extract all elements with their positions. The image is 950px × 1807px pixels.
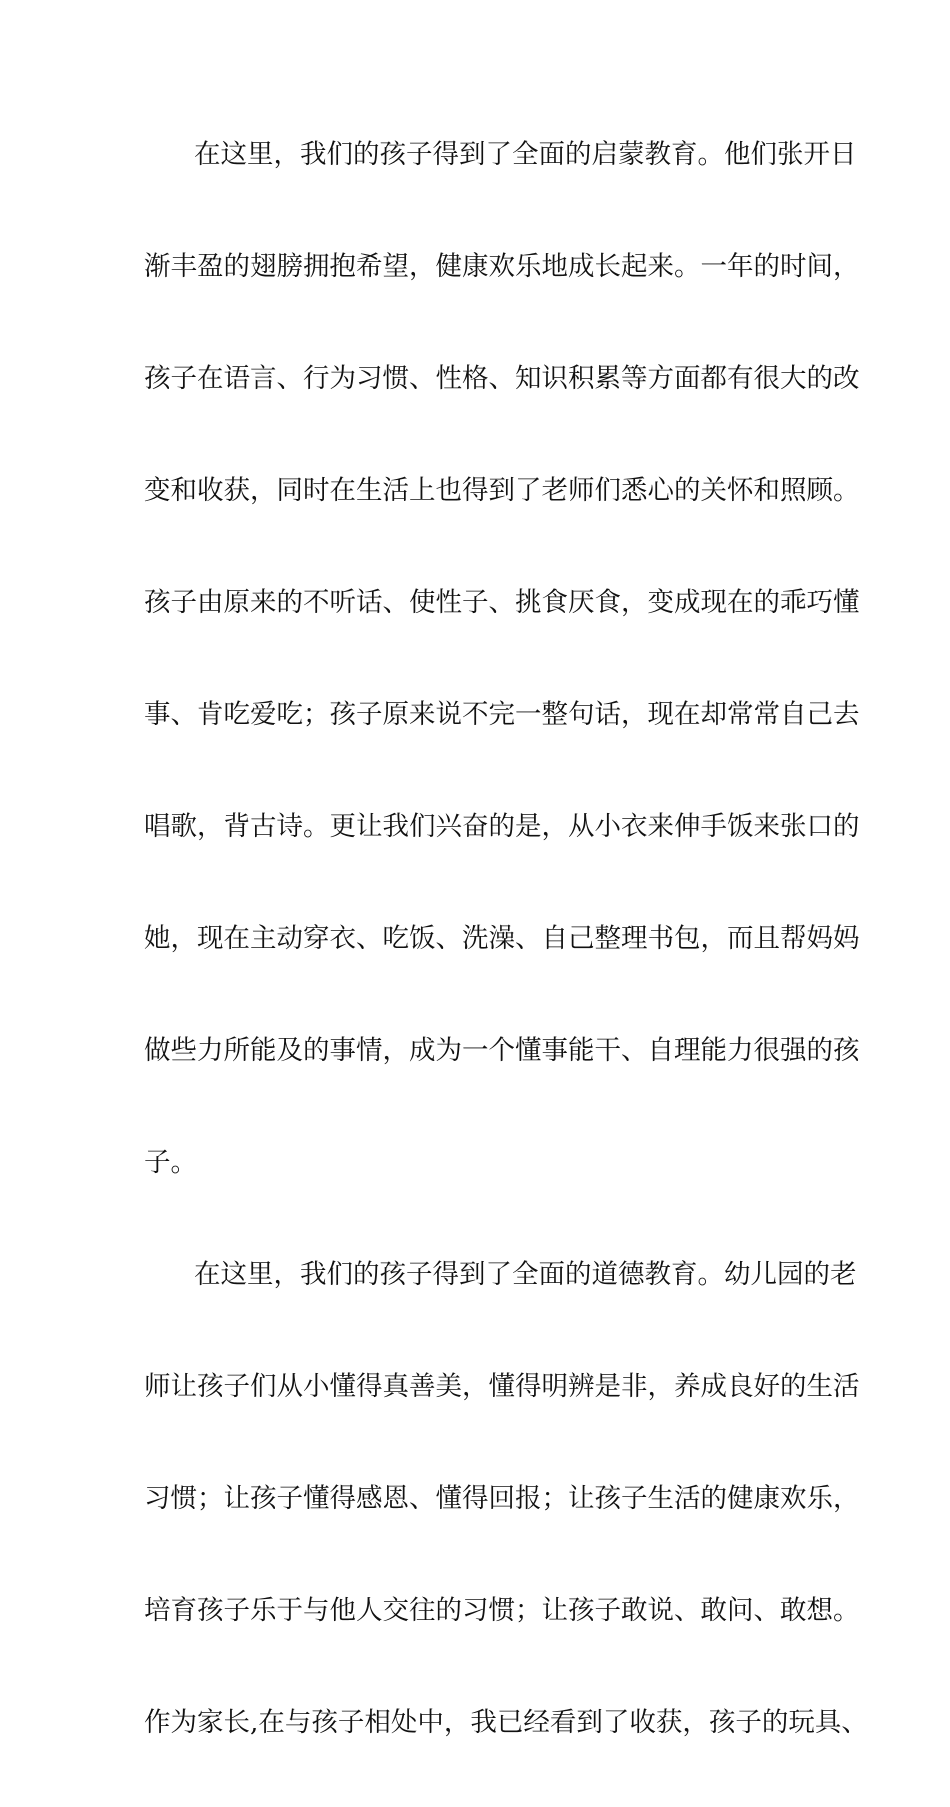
paragraph-enlightenment-education	[144, 127, 860, 1191]
text-line: 事、肯吃爱吃；孩子原来说不完一整句话，现在却常常自己去	[144, 699, 860, 730]
text-line: 在这里，我们的孩子得到了全面的启蒙教育。他们张开日	[194, 139, 857, 170]
text-line: 孩子在语言、行为习惯、性格、知识积累等方面都有很大的改	[144, 363, 860, 394]
text-line: 在这里，我们的孩子得到了全面的道德教育。幼儿园的老	[194, 1259, 857, 1290]
text-line: 唱歌，背古诗。更让我们兴奋的是，从小衣来伸手饭来张口的	[144, 811, 860, 842]
paragraph-moral-education	[144, 1247, 868, 1751]
text-line: 变和收获，同时在生活上也得到了老师们悉心的关怀和照顾。	[144, 475, 860, 506]
text-line: 习惯；让孩子懂得感恩、懂得回报；让孩子生活的健康欢乐，	[144, 1483, 860, 1514]
text-line: 师让孩子们从小懂得真善美，懂得明辨是非，养成良好的生活	[144, 1371, 860, 1402]
text-line: 子。	[144, 1147, 197, 1178]
text-line: 孩子由原来的不听话、使性子、挑食厌食，变成现在的乖巧懂	[144, 587, 860, 618]
text-line: 培育孩子乐于与他人交往的习惯；让孩子敢说、敢问、敢想。	[144, 1595, 860, 1626]
text-line: 她，现在主动穿衣、吃饭、洗澡、自己整理书包，而且帮妈妈	[144, 923, 860, 954]
text-line: 做些力所能及的事情，成为一个懂事能干、自理能力很强的孩	[144, 1035, 860, 1066]
document-body	[144, 127, 868, 1807]
text-line: 作为家长,在与孩子相处中，我已经看到了收获，孩子的玩具、	[144, 1707, 868, 1738]
text-line: 渐丰盈的翅膀拥抱希望，健康欢乐地成长起来。一年的时间，	[144, 251, 860, 282]
